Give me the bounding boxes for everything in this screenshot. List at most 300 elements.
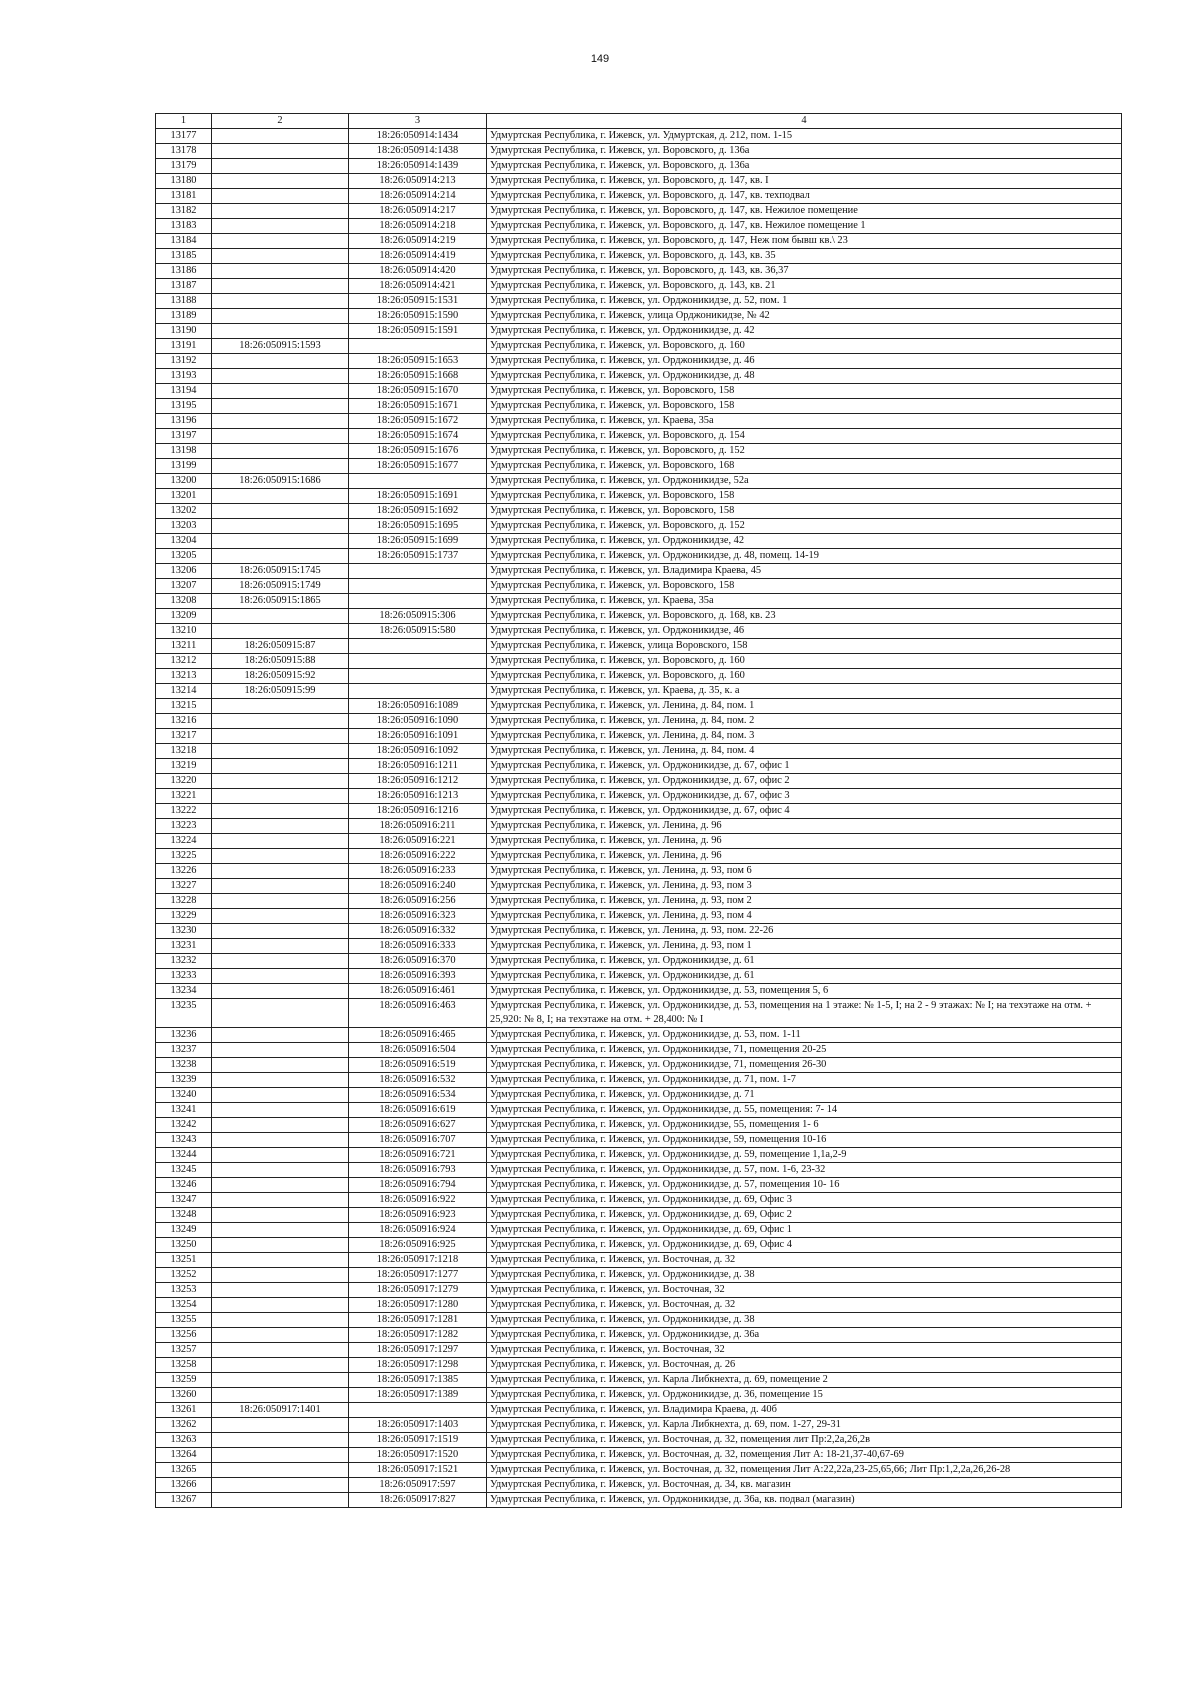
address-cell: Удмуртская Республика, г. Ижевск, ул. Ленина, д. 93, пом 4 <box>487 909 1122 924</box>
address-cell: Удмуртская Республика, г. Ижевск, ул. Орджоникидзе, 46 <box>487 624 1122 639</box>
address-cell: Удмуртская Республика, г. Ижевск, ул. Орджоникидзе, д. 57, пом. 1-6, 23-32 <box>487 1163 1122 1178</box>
row-number-cell: 13178 <box>156 144 212 159</box>
address-cell: Удмуртская Республика, г. Ижевск, ул. Орджоникидзе, д. 57, помещения 10- 16 <box>487 1178 1122 1193</box>
table-row <box>156 1283 1122 1298</box>
building-cadastral-number-cell: 18:26:050915:1674 <box>349 429 487 444</box>
land-cadastral-number-cell <box>212 519 349 534</box>
address-cell: Удмуртская Республика, г. Ижевск, ул. Ленина, д. 93, пом. 22-26 <box>487 924 1122 939</box>
table-row <box>156 1388 1122 1403</box>
building-cadastral-number-cell: 18:26:050916:707 <box>349 1133 487 1148</box>
address-cell: Удмуртская Республика, г. Ижевск, ул. Воровского, 158 <box>487 384 1122 399</box>
land-cadastral-number-cell <box>212 129 349 144</box>
address-cell: Удмуртская Республика, г. Ижевск, ул. Восточная, 32 <box>487 1343 1122 1358</box>
building-cadastral-number-cell: 18:26:050916:1092 <box>349 744 487 759</box>
address-cell: Удмуртская Республика, г. Ижевск, ул. Краева, 35а <box>487 414 1122 429</box>
table-row <box>156 324 1122 339</box>
table-row <box>156 1493 1122 1508</box>
table-row <box>156 1223 1122 1238</box>
table-row <box>156 1103 1122 1118</box>
address-cell: Удмуртская Республика, г. Ижевск, ул. Орджоникидзе, д. 55, помещения: 7- 14 <box>487 1103 1122 1118</box>
row-number-cell: 13245 <box>156 1163 212 1178</box>
row-number-cell: 13213 <box>156 669 212 684</box>
address-cell: Удмуртская Республика, г. Ижевск, улица Воровского, 158 <box>487 639 1122 654</box>
land-cadastral-number-cell <box>212 234 349 249</box>
row-number-cell: 13257 <box>156 1343 212 1358</box>
land-cadastral-number-cell <box>212 549 349 564</box>
address-cell: Удмуртская Республика, г. Ижевск, ул. Воровского, д. 154 <box>487 429 1122 444</box>
column-number: 2 <box>212 114 349 129</box>
row-number-cell: 13265 <box>156 1463 212 1478</box>
land-cadastral-number-cell <box>212 1103 349 1118</box>
row-number-cell: 13238 <box>156 1058 212 1073</box>
address-cell: Удмуртская Республика, г. Ижевск, ул. Орджоникидзе, д. 67, офис 1 <box>487 759 1122 774</box>
building-cadastral-number-cell: 18:26:050916:221 <box>349 834 487 849</box>
address-cell: Удмуртская Республика, г. Ижевск, ул. Ленина, д. 93, пом 1 <box>487 939 1122 954</box>
address-cell: Удмуртская Республика, г. Ижевск, улица Орджоникидзе, № 42 <box>487 309 1122 324</box>
row-number-cell: 13216 <box>156 714 212 729</box>
row-number-cell: 13217 <box>156 729 212 744</box>
row-number-cell: 13206 <box>156 564 212 579</box>
land-cadastral-number-cell <box>212 1343 349 1358</box>
building-cadastral-number-cell <box>349 684 487 699</box>
row-number-cell: 13193 <box>156 369 212 384</box>
building-cadastral-number-cell: 18:26:050915:1591 <box>349 324 487 339</box>
land-cadastral-number-cell <box>212 1478 349 1493</box>
building-cadastral-number-cell: 18:26:050914:420 <box>349 264 487 279</box>
row-number-cell: 13254 <box>156 1298 212 1313</box>
land-cadastral-number-cell <box>212 1268 349 1283</box>
building-cadastral-number-cell: 18:26:050916:1216 <box>349 804 487 819</box>
row-number-cell: 13232 <box>156 954 212 969</box>
building-cadastral-number-cell: 18:26:050917:1281 <box>349 1313 487 1328</box>
table-row <box>156 714 1122 729</box>
table-row <box>156 264 1122 279</box>
row-number-cell: 13196 <box>156 414 212 429</box>
address-cell: Удмуртская Республика, г. Ижевск, ул. Орджоникидзе, д. 38 <box>487 1313 1122 1328</box>
row-number-cell: 13200 <box>156 474 212 489</box>
land-cadastral-number-cell <box>212 384 349 399</box>
row-number-cell: 13183 <box>156 219 212 234</box>
address-cell: Удмуртская Республика, г. Ижевск, ул. Ленина, д. 84, пом. 4 <box>487 744 1122 759</box>
table-row <box>156 909 1122 924</box>
land-cadastral-number-cell <box>212 1058 349 1073</box>
address-cell: Удмуртская Республика, г. Ижевск, ул. Орджоникидзе, д. 59, помещение 1,1а,2-9 <box>487 1148 1122 1163</box>
building-cadastral-number-cell: 18:26:050914:1438 <box>349 144 487 159</box>
address-cell: Удмуртская Республика, г. Ижевск, ул. Орджоникидзе, д. 67, офис 4 <box>487 804 1122 819</box>
address-cell: Удмуртская Республика, г. Ижевск, ул. Воровского, 158 <box>487 579 1122 594</box>
row-number-cell: 13220 <box>156 774 212 789</box>
table-row <box>156 144 1122 159</box>
land-cadastral-number-cell <box>212 924 349 939</box>
row-number-cell: 13264 <box>156 1448 212 1463</box>
address-cell: Удмуртская Республика, г. Ижевск, ул. Воровского, д. 147, Неж пом бывш кв.\ 23 <box>487 234 1122 249</box>
address-cell: Удмуртская Республика, г. Ижевск, ул. Ленина, д. 96 <box>487 834 1122 849</box>
page-number: 149 <box>590 53 610 65</box>
table-row <box>156 414 1122 429</box>
land-cadastral-number-cell <box>212 744 349 759</box>
address-cell: Удмуртская Республика, г. Ижевск, ул. Ленина, д. 84, пом. 3 <box>487 729 1122 744</box>
address-cell: Удмуртская Республика, г. Ижевск, ул. Воровского, д. 160 <box>487 669 1122 684</box>
row-number-cell: 13227 <box>156 879 212 894</box>
table-row <box>156 639 1122 654</box>
address-cell: Удмуртская Республика, г. Ижевск, ул. Орджоникидзе, д. 46 <box>487 354 1122 369</box>
address-cell: Удмуртская Республика, г. Ижевск, ул. Орджоникидзе, д. 52, пом. 1 <box>487 294 1122 309</box>
address-cell: Удмуртская Республика, г. Ижевск, ул. Орджоникидзе, д. 48 <box>487 369 1122 384</box>
building-cadastral-number-cell: 18:26:050917:597 <box>349 1478 487 1493</box>
table-row <box>156 249 1122 264</box>
address-cell: Удмуртская Республика, г. Ижевск, ул. Удмуртская, д. 212, пом. 1-15 <box>487 129 1122 144</box>
building-cadastral-number-cell: 18:26:050917:1520 <box>349 1448 487 1463</box>
table-row <box>156 879 1122 894</box>
address-cell: Удмуртская Республика, г. Ижевск, ул. Орджоникидзе, д. 61 <box>487 969 1122 984</box>
table-row <box>156 984 1122 999</box>
land-cadastral-number-cell <box>212 189 349 204</box>
address-cell: Удмуртская Республика, г. Ижевск, ул. Восточная, д. 34, кв. магазин <box>487 1478 1122 1493</box>
building-cadastral-number-cell: 18:26:050916:332 <box>349 924 487 939</box>
address-cell: Удмуртская Республика, г. Ижевск, ул. Восточная, д. 26 <box>487 1358 1122 1373</box>
address-cell: Удмуртская Республика, г. Ижевск, ул. Орджоникидзе, д. 53, помещения на 1 этаже: № 1-5, I; на 2 - 9 этажах: № I; на техэтаже на отм. + 25,920: № 8, I; на техэтаже на отм. + 28,400: № I <box>487 999 1122 1028</box>
address-cell: Удмуртская Республика, г. Ижевск, ул. Ленина, д. 96 <box>487 849 1122 864</box>
land-cadastral-number-cell: 18:26:050915:88 <box>212 654 349 669</box>
table-row <box>156 789 1122 804</box>
land-cadastral-number-cell <box>212 939 349 954</box>
building-cadastral-number-cell: 18:26:050917:1277 <box>349 1268 487 1283</box>
land-cadastral-number-cell <box>212 1178 349 1193</box>
land-cadastral-number-cell <box>212 729 349 744</box>
land-cadastral-number-cell <box>212 414 349 429</box>
table-row <box>156 579 1122 594</box>
row-number-cell: 13234 <box>156 984 212 999</box>
land-cadastral-number-cell <box>212 1088 349 1103</box>
table-row <box>156 399 1122 414</box>
row-number-cell: 13204 <box>156 534 212 549</box>
table-row <box>156 804 1122 819</box>
land-cadastral-number-cell <box>212 849 349 864</box>
row-number-cell: 13229 <box>156 909 212 924</box>
address-cell: Удмуртская Республика, г. Ижевск, ул. Воровского, д. 160 <box>487 654 1122 669</box>
row-number-cell: 13244 <box>156 1148 212 1163</box>
address-cell: Удмуртская Республика, г. Ижевск, ул. Карла Либкнехта, д. 69, пом. 1-27, 29-31 <box>487 1418 1122 1433</box>
table-row <box>156 1088 1122 1103</box>
row-number-cell: 13202 <box>156 504 212 519</box>
row-number-cell: 13184 <box>156 234 212 249</box>
row-number-cell: 13262 <box>156 1418 212 1433</box>
building-cadastral-number-cell: 18:26:050915:1653 <box>349 354 487 369</box>
table-row <box>156 1343 1122 1358</box>
land-cadastral-number-cell <box>212 1028 349 1043</box>
table-row <box>156 294 1122 309</box>
land-cadastral-number-cell <box>212 864 349 879</box>
address-cell: Удмуртская Республика, г. Ижевск, ул. Восточная, д. 32 <box>487 1253 1122 1268</box>
row-number-cell: 13199 <box>156 459 212 474</box>
building-cadastral-number-cell: 18:26:050914:1439 <box>349 159 487 174</box>
row-number-cell: 13198 <box>156 444 212 459</box>
row-number-cell: 13243 <box>156 1133 212 1148</box>
row-number-cell: 13228 <box>156 894 212 909</box>
table-row <box>156 744 1122 759</box>
address-cell: Удмуртская Республика, г. Ижевск, ул. Воровского, д. 143, кв. 21 <box>487 279 1122 294</box>
table-row <box>156 1028 1122 1043</box>
table-row <box>156 609 1122 624</box>
land-cadastral-number-cell <box>212 984 349 999</box>
row-number-cell: 13219 <box>156 759 212 774</box>
table-row <box>156 534 1122 549</box>
table-row <box>156 1163 1122 1178</box>
land-cadastral-number-cell <box>212 804 349 819</box>
address-cell: Удмуртская Республика, г. Ижевск, ул. Воровского, 168 <box>487 459 1122 474</box>
building-cadastral-number-cell: 18:26:050916:532 <box>349 1073 487 1088</box>
land-cadastral-number-cell <box>212 759 349 774</box>
building-cadastral-number-cell: 18:26:050915:1737 <box>349 549 487 564</box>
table-row <box>156 669 1122 684</box>
table-row <box>156 924 1122 939</box>
row-number-cell: 13188 <box>156 294 212 309</box>
address-cell: Удмуртская Республика, г. Ижевск, ул. Ленина, д. 96 <box>487 819 1122 834</box>
table-row <box>156 129 1122 144</box>
table-row <box>156 729 1122 744</box>
address-cell: Удмуртская Республика, г. Ижевск, ул. Орджоникидзе, д. 69, Офис 1 <box>487 1223 1122 1238</box>
address-cell: Удмуртская Республика, г. Ижевск, ул. Орджоникидзе, д. 67, офис 3 <box>487 789 1122 804</box>
address-cell: Удмуртская Республика, г. Ижевск, ул. Воровского, д. 136а <box>487 159 1122 174</box>
land-cadastral-number-cell <box>212 1328 349 1343</box>
address-cell: Удмуртская Республика, г. Ижевск, ул. Ленина, д. 84, пом. 2 <box>487 714 1122 729</box>
row-number-cell: 13242 <box>156 1118 212 1133</box>
address-cell: Удмуртская Республика, г. Ижевск, ул. Орджоникидзе, 71, помещения 26-30 <box>487 1058 1122 1073</box>
row-number-cell: 13208 <box>156 594 212 609</box>
address-cell: Удмуртская Республика, г. Ижевск, ул. Восточная, д. 32, помещения лит Пр:2,2а,26,2в <box>487 1433 1122 1448</box>
land-cadastral-number-cell <box>212 1298 349 1313</box>
address-cell: Удмуртская Республика, г. Ижевск, ул. Орджоникидзе, д. 67, офис 2 <box>487 774 1122 789</box>
building-cadastral-number-cell: 18:26:050916:504 <box>349 1043 487 1058</box>
row-number-cell: 13194 <box>156 384 212 399</box>
building-cadastral-number-cell: 18:26:050917:827 <box>349 1493 487 1508</box>
table-row <box>156 1253 1122 1268</box>
row-number-cell: 13205 <box>156 549 212 564</box>
building-cadastral-number-cell: 18:26:050915:1695 <box>349 519 487 534</box>
land-cadastral-number-cell <box>212 1193 349 1208</box>
address-cell: Удмуртская Республика, г. Ижевск, ул. Владимира Краева, 45 <box>487 564 1122 579</box>
land-cadastral-number-cell <box>212 819 349 834</box>
building-cadastral-number-cell: 18:26:050917:1403 <box>349 1418 487 1433</box>
building-cadastral-number-cell: 18:26:050916:923 <box>349 1208 487 1223</box>
row-number-cell: 13218 <box>156 744 212 759</box>
row-number-cell: 13249 <box>156 1223 212 1238</box>
address-cell: Удмуртская Республика, г. Ижевск, ул. Воровского, д. 147, кв. Нежилое помещение <box>487 204 1122 219</box>
row-number-cell: 13212 <box>156 654 212 669</box>
land-cadastral-number-cell <box>212 309 349 324</box>
building-cadastral-number-cell: 18:26:050916:925 <box>349 1238 487 1253</box>
land-cadastral-number-cell <box>212 1388 349 1403</box>
building-cadastral-number-cell <box>349 1403 487 1418</box>
address-cell: Удмуртская Республика, г. Ижевск, ул. Орджоникидзе, 55, помещения 1- 6 <box>487 1118 1122 1133</box>
land-cadastral-number-cell <box>212 294 349 309</box>
land-cadastral-number-cell <box>212 894 349 909</box>
building-cadastral-number-cell: 18:26:050916:534 <box>349 1088 487 1103</box>
land-cadastral-number-cell <box>212 534 349 549</box>
row-number-cell: 13267 <box>156 1493 212 1508</box>
building-cadastral-number-cell: 18:26:050916:793 <box>349 1163 487 1178</box>
land-cadastral-number-cell <box>212 789 349 804</box>
land-cadastral-number-cell <box>212 1448 349 1463</box>
address-cell: Удмуртская Республика, г. Ижевск, ул. Воровского, 158 <box>487 399 1122 414</box>
land-cadastral-number-cell <box>212 1253 349 1268</box>
building-cadastral-number-cell: 18:26:050915:1531 <box>349 294 487 309</box>
land-cadastral-number-cell <box>212 444 349 459</box>
address-cell: Удмуртская Республика, г. Ижевск, ул. Орджоникидзе, д. 42 <box>487 324 1122 339</box>
land-cadastral-number-cell <box>212 174 349 189</box>
row-number-cell: 13261 <box>156 1403 212 1418</box>
row-number-cell: 13225 <box>156 849 212 864</box>
table-row <box>156 849 1122 864</box>
address-cell: Удмуртская Республика, г. Ижевск, ул. Орджоникидзе, д. 69, Офис 2 <box>487 1208 1122 1223</box>
table-row <box>156 654 1122 669</box>
table-row <box>156 279 1122 294</box>
building-cadastral-number-cell: 18:26:050914:421 <box>349 279 487 294</box>
building-cadastral-number-cell: 18:26:050916:1089 <box>349 699 487 714</box>
table-row <box>156 1148 1122 1163</box>
building-cadastral-number-cell: 18:26:050914:419 <box>349 249 487 264</box>
building-cadastral-number-cell: 18:26:050915:1672 <box>349 414 487 429</box>
table-row <box>156 339 1122 354</box>
address-cell: Удмуртская Республика, г. Ижевск, ул. Орджоникидзе, д. 71 <box>487 1088 1122 1103</box>
address-cell: Удмуртская Республика, г. Ижевск, ул. Восточная, д. 32, помещения Лит А:22,22а,23-25,65,66; Лит Пр:1,2,2а,26,26-28 <box>487 1463 1122 1478</box>
building-cadastral-number-cell: 18:26:050916:233 <box>349 864 487 879</box>
land-cadastral-number-cell <box>212 954 349 969</box>
row-number-cell: 13260 <box>156 1388 212 1403</box>
building-cadastral-number-cell: 18:26:050916:1212 <box>349 774 487 789</box>
building-cadastral-number-cell: 18:26:050915:1692 <box>349 504 487 519</box>
land-cadastral-number-cell <box>212 144 349 159</box>
table-row <box>156 519 1122 534</box>
table-row <box>156 894 1122 909</box>
building-cadastral-number-cell <box>349 474 487 489</box>
address-cell: Удмуртская Республика, г. Ижевск, ул. Орджоникидзе, д. 36, помещение 15 <box>487 1388 1122 1403</box>
building-cadastral-number-cell <box>349 654 487 669</box>
table-row <box>156 174 1122 189</box>
row-number-cell: 13181 <box>156 189 212 204</box>
table-row <box>156 369 1122 384</box>
address-cell: Удмуртская Республика, г. Ижевск, ул. Орджоникидзе, д. 69, Офис 3 <box>487 1193 1122 1208</box>
building-cadastral-number-cell: 18:26:050916:924 <box>349 1223 487 1238</box>
address-cell: Удмуртская Республика, г. Ижевск, ул. Восточная, 32 <box>487 1283 1122 1298</box>
land-cadastral-number-cell <box>212 264 349 279</box>
table-row <box>156 189 1122 204</box>
land-cadastral-number-cell: 18:26:050915:1593 <box>212 339 349 354</box>
table-row <box>156 1448 1122 1463</box>
address-cell: Удмуртская Республика, г. Ижевск, ул. Орджоникидзе, д. 61 <box>487 954 1122 969</box>
row-number-cell: 13190 <box>156 324 212 339</box>
land-cadastral-number-cell <box>212 774 349 789</box>
table-row <box>156 1328 1122 1343</box>
address-cell: Удмуртская Республика, г. Ижевск, ул. Орджоникидзе, 59, помещения 10-16 <box>487 1133 1122 1148</box>
land-cadastral-number-cell: 18:26:050915:92 <box>212 669 349 684</box>
land-cadastral-number-cell <box>212 1208 349 1223</box>
building-cadastral-number-cell: 18:26:050916:240 <box>349 879 487 894</box>
table-row <box>156 954 1122 969</box>
address-cell: Удмуртская Республика, г. Ижевск, ул. Воровского, д. 168, кв. 23 <box>487 609 1122 624</box>
building-cadastral-number-cell: 18:26:050916:1213 <box>349 789 487 804</box>
row-number-cell: 13233 <box>156 969 212 984</box>
land-cadastral-number-cell <box>212 459 349 474</box>
table-row <box>156 504 1122 519</box>
land-cadastral-number-cell <box>212 624 349 639</box>
building-cadastral-number-cell: 18:26:050915:1676 <box>349 444 487 459</box>
land-cadastral-number-cell <box>212 354 349 369</box>
address-cell: Удмуртская Республика, г. Ижевск, ул. Восточная, д. 32 <box>487 1298 1122 1313</box>
table-row <box>156 594 1122 609</box>
column-number-row <box>156 114 1122 129</box>
land-cadastral-number-cell <box>212 1238 349 1253</box>
row-number-cell: 13250 <box>156 1238 212 1253</box>
building-cadastral-number-cell: 18:26:050916:519 <box>349 1058 487 1073</box>
table-row <box>156 1178 1122 1193</box>
row-number-cell: 13236 <box>156 1028 212 1043</box>
row-number-cell: 13187 <box>156 279 212 294</box>
address-cell: Удмуртская Республика, г. Ижевск, ул. Воровского, д. 147, кв. I <box>487 174 1122 189</box>
row-number-cell: 13237 <box>156 1043 212 1058</box>
address-cell: Удмуртская Республика, г. Ижевск, ул. Орджоникидзе, д. 53, помещения 5, 6 <box>487 984 1122 999</box>
table-row <box>156 159 1122 174</box>
land-cadastral-number-cell <box>212 1283 349 1298</box>
land-cadastral-number-cell: 18:26:050915:1686 <box>212 474 349 489</box>
row-number-cell: 13189 <box>156 309 212 324</box>
address-cell: Удмуртская Республика, г. Ижевск, ул. Воровского, д. 152 <box>487 444 1122 459</box>
building-cadastral-number-cell: 18:26:050917:1282 <box>349 1328 487 1343</box>
building-cadastral-number-cell <box>349 339 487 354</box>
building-cadastral-number-cell: 18:26:050916:393 <box>349 969 487 984</box>
land-cadastral-number-cell <box>212 279 349 294</box>
address-cell: Удмуртская Республика, г. Ижевск, ул. Воровского, д. 147, кв. техподвал <box>487 189 1122 204</box>
row-number-cell: 13222 <box>156 804 212 819</box>
building-cadastral-number-cell: 18:26:050916:1090 <box>349 714 487 729</box>
table-row <box>156 1373 1122 1388</box>
row-number-cell: 13223 <box>156 819 212 834</box>
building-cadastral-number-cell: 18:26:050916:922 <box>349 1193 487 1208</box>
registry-table <box>155 113 1122 1508</box>
land-cadastral-number-cell: 18:26:050915:99 <box>212 684 349 699</box>
building-cadastral-number-cell: 18:26:050916:794 <box>349 1178 487 1193</box>
land-cadastral-number-cell <box>212 1493 349 1508</box>
land-cadastral-number-cell <box>212 1223 349 1238</box>
table-row <box>156 1118 1122 1133</box>
building-cadastral-number-cell <box>349 564 487 579</box>
address-cell: Удмуртская Республика, г. Ижевск, ул. Карла Либкнехта, д. 69, помещение 2 <box>487 1373 1122 1388</box>
table-row <box>156 234 1122 249</box>
building-cadastral-number-cell: 18:26:050914:1434 <box>349 129 487 144</box>
row-number-cell: 13182 <box>156 204 212 219</box>
address-cell: Удмуртская Республика, г. Ижевск, ул. Воровского, 158 <box>487 504 1122 519</box>
column-number: 4 <box>487 114 1122 129</box>
row-number-cell: 13247 <box>156 1193 212 1208</box>
table-row <box>156 1403 1122 1418</box>
building-cadastral-number-cell: 18:26:050915:1590 <box>349 309 487 324</box>
address-cell: Удмуртская Республика, г. Ижевск, ул. Орджоникидзе, д. 36а <box>487 1328 1122 1343</box>
building-cadastral-number-cell: 18:26:050917:1521 <box>349 1463 487 1478</box>
row-number-cell: 13240 <box>156 1088 212 1103</box>
address-cell: Удмуртская Республика, г. Ижевск, ул. Орджоникидзе, 52а <box>487 474 1122 489</box>
table-row <box>156 1208 1122 1223</box>
row-number-cell: 13180 <box>156 174 212 189</box>
building-cadastral-number-cell: 18:26:050916:370 <box>349 954 487 969</box>
land-cadastral-number-cell: 18:26:050915:1865 <box>212 594 349 609</box>
building-cadastral-number-cell: 18:26:050915:580 <box>349 624 487 639</box>
building-cadastral-number-cell <box>349 594 487 609</box>
building-cadastral-number-cell: 18:26:050916:333 <box>349 939 487 954</box>
row-number-cell: 13263 <box>156 1433 212 1448</box>
row-number-cell: 13192 <box>156 354 212 369</box>
table-row <box>156 474 1122 489</box>
building-cadastral-number-cell: 18:26:050914:214 <box>349 189 487 204</box>
